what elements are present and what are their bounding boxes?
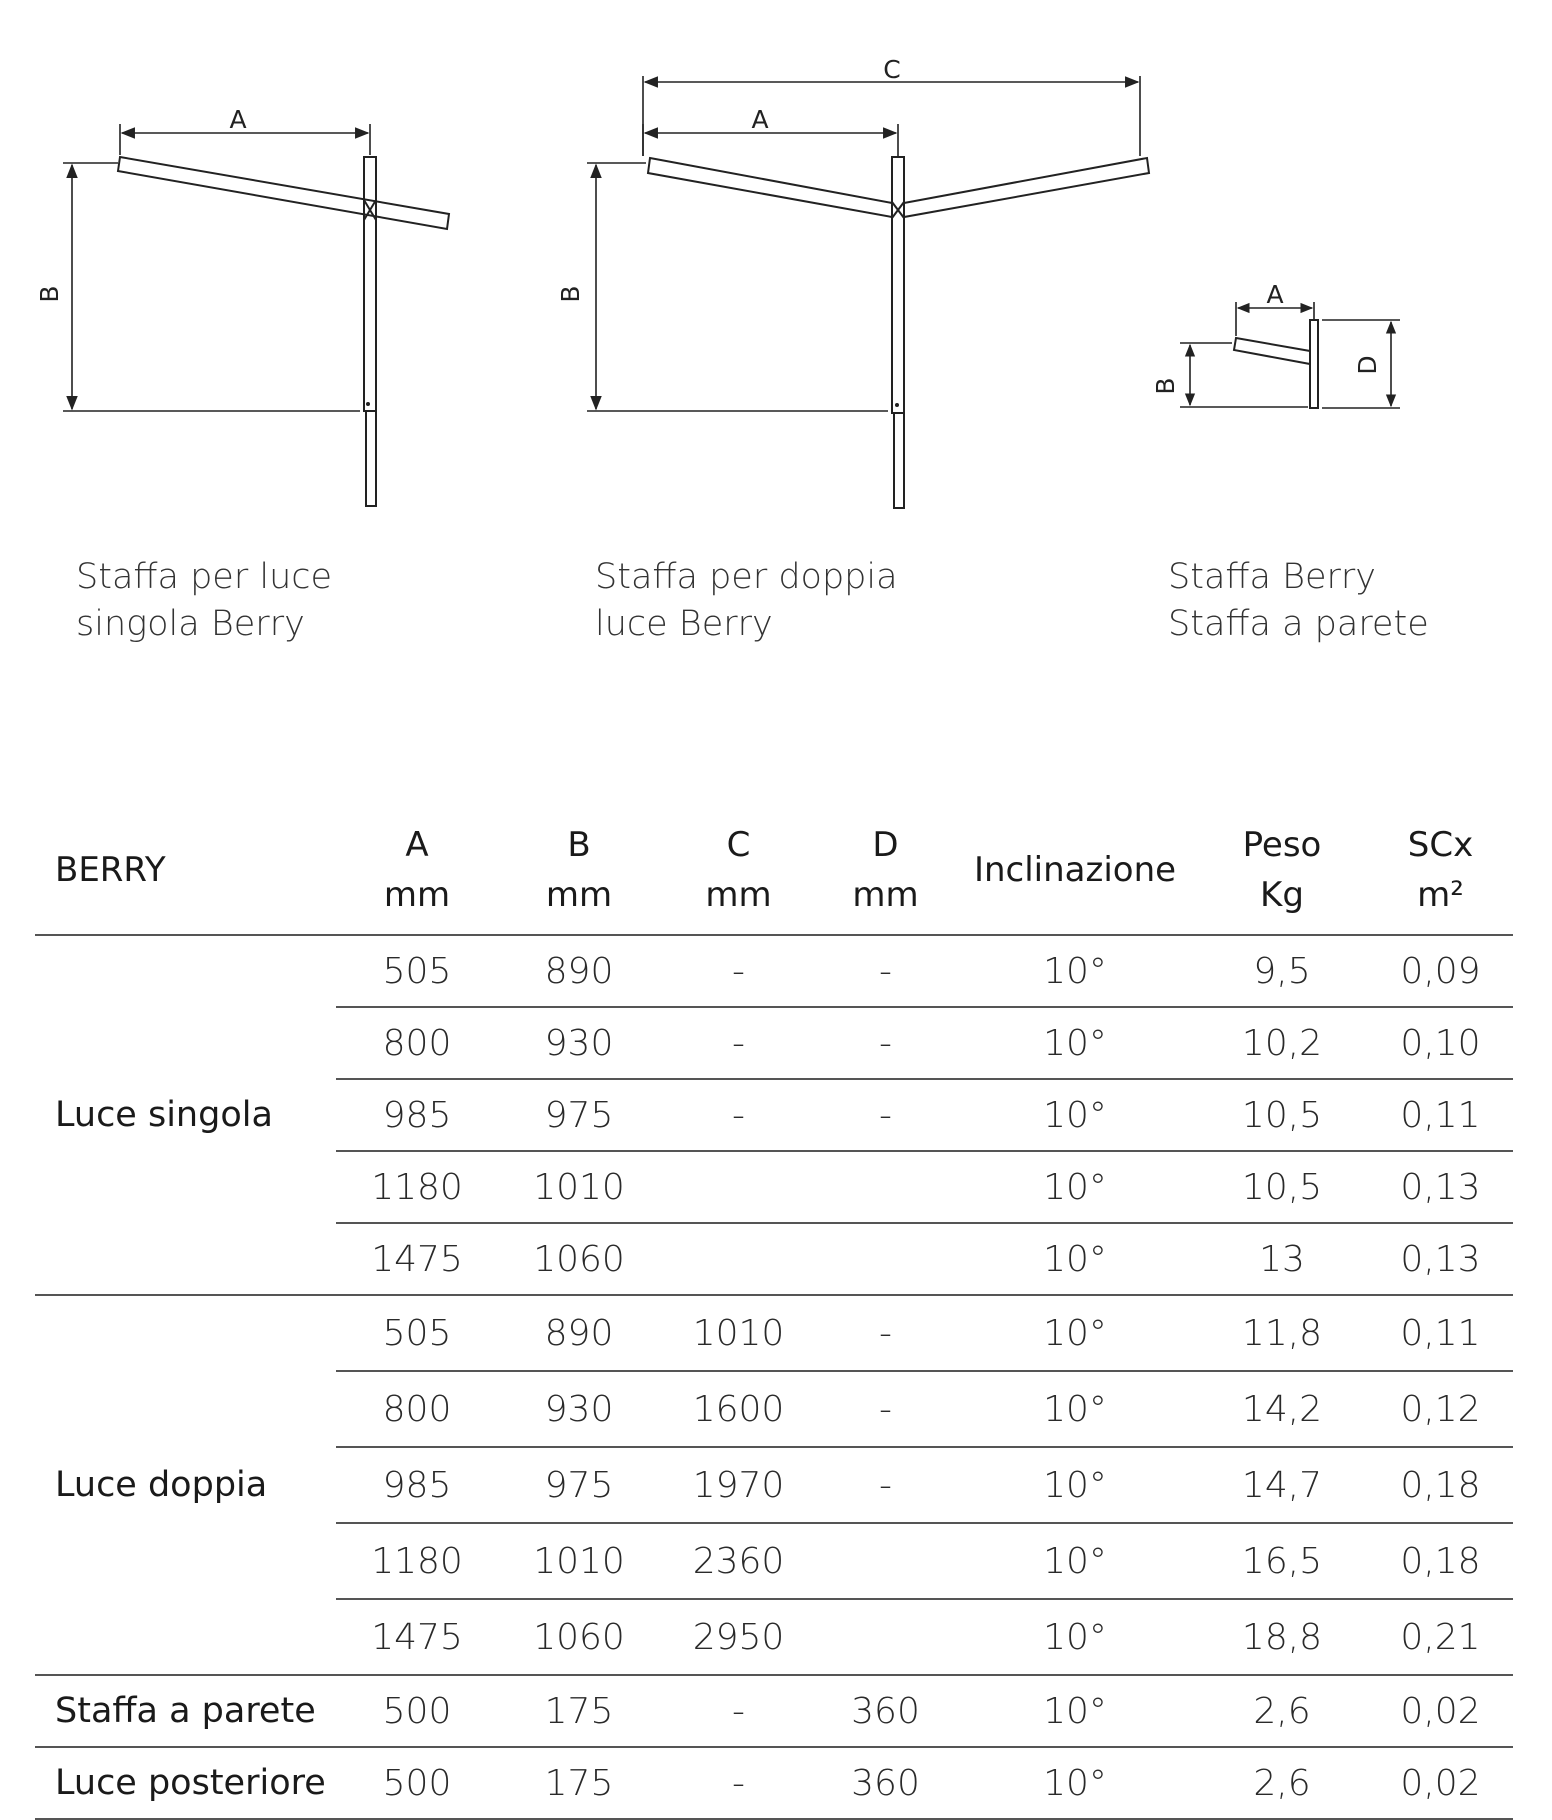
table-cell: 505 — [336, 935, 498, 1007]
table-cell: 10° — [954, 1599, 1196, 1675]
table-cell: - — [660, 1675, 817, 1747]
table-cell: 0,12 — [1368, 1371, 1513, 1447]
table-header-row — [35, 805, 1513, 935]
spec-table-body — [35, 935, 1513, 1819]
table-cell: 9,5 — [1196, 935, 1368, 1007]
table-cell: 1010 — [498, 1151, 660, 1223]
table-cell: 500 — [336, 1675, 498, 1747]
table-cell: 890 — [498, 935, 660, 1007]
header-col-c: C mm — [705, 824, 772, 915]
table-cell: - — [660, 935, 817, 1007]
table-cell: 930 — [498, 1007, 660, 1079]
table-cell — [817, 1599, 954, 1675]
dim-label-b: B — [1151, 377, 1180, 395]
group-label: Luce doppia — [35, 1295, 336, 1675]
wall-bracket-drawing — [1140, 240, 1430, 440]
table-cell: 1010 — [498, 1523, 660, 1599]
table-cell: 10,5 — [1196, 1079, 1368, 1151]
table-cell: 0,11 — [1368, 1079, 1513, 1151]
dim-label-b: B — [35, 285, 64, 303]
caption-line: Staffa per luce — [76, 557, 333, 597]
dim-label-d: D — [1353, 355, 1382, 375]
table-cell: 1970 — [660, 1447, 817, 1523]
table-row — [35, 935, 1513, 1007]
table-cell: - — [660, 1747, 817, 1819]
table-cell: 0,18 — [1368, 1447, 1513, 1523]
table-cell: 2,6 — [1196, 1747, 1368, 1819]
table-cell: 10° — [954, 1223, 1196, 1295]
table-cell — [817, 1223, 954, 1295]
bracket-arm-left — [648, 158, 892, 217]
caption-wall-bracket — [1168, 554, 1429, 648]
table-cell: 1180 — [336, 1151, 498, 1223]
table-cell: 890 — [498, 1295, 660, 1371]
caption-single-bracket — [76, 554, 332, 648]
figure-wall-bracket — [1140, 240, 1430, 440]
table-cell: 360 — [817, 1747, 954, 1819]
table-cell: - — [817, 1079, 954, 1151]
table-cell: 1475 — [336, 1223, 498, 1295]
table-cell: 0,21 — [1368, 1599, 1513, 1675]
caption-line: Staffa Berry — [1168, 557, 1377, 597]
table-cell: 0,13 — [1368, 1223, 1513, 1295]
bracket-arm — [118, 157, 449, 229]
table-cell: 11,8 — [1196, 1295, 1368, 1371]
pole-lower — [894, 413, 904, 508]
table-cell: 985 — [336, 1447, 498, 1523]
header-col-peso: Peso Kg — [1242, 824, 1322, 915]
table-cell: 505 — [336, 1295, 498, 1371]
table-cell: 2,6 — [1196, 1675, 1368, 1747]
table-cell: 0,09 — [1368, 935, 1513, 1007]
table-cell: 930 — [498, 1371, 660, 1447]
table-cell: 1475 — [336, 1599, 498, 1675]
dim-label-a: A — [751, 105, 769, 134]
table-cell: 2360 — [660, 1523, 817, 1599]
table-cell: 1060 — [498, 1599, 660, 1675]
caption-line: luce Berry — [595, 604, 773, 644]
header-col-inclinazione: Inclinazione — [973, 849, 1177, 890]
bracket-arm — [1234, 338, 1310, 364]
header-col-d: D mm — [852, 824, 919, 915]
table-cell: 1180 — [336, 1523, 498, 1599]
table-cell: 10° — [954, 1747, 1196, 1819]
table-cell: 18,8 — [1196, 1599, 1368, 1675]
table-cell: 10° — [954, 1007, 1196, 1079]
table-cell: 10° — [954, 1295, 1196, 1371]
table-cell: 10° — [954, 1523, 1196, 1599]
figure-single-bracket — [0, 0, 500, 520]
spec-table — [35, 805, 1513, 1820]
table-cell: 10° — [954, 1371, 1196, 1447]
wall-plate — [1310, 320, 1318, 408]
double-bracket-drawing — [540, 0, 1180, 520]
table-cell — [817, 1151, 954, 1223]
table-cell: 10,5 — [1196, 1151, 1368, 1223]
table-cell: 175 — [498, 1675, 660, 1747]
table-cell: 0,02 — [1368, 1747, 1513, 1819]
table-cell: - — [660, 1007, 817, 1079]
table-cell: 16,5 — [1196, 1523, 1368, 1599]
table-cell: - — [817, 1447, 954, 1523]
table-cell: - — [817, 1295, 954, 1371]
table-cell: 10° — [954, 1079, 1196, 1151]
group-label: Luce posteriore — [35, 1747, 336, 1819]
table-cell: 360 — [817, 1675, 954, 1747]
table-cell: 0,18 — [1368, 1523, 1513, 1599]
table-row — [35, 1295, 1513, 1371]
table-cell: 14,2 — [1196, 1371, 1368, 1447]
table-cell: - — [817, 1007, 954, 1079]
header-col-scx: SCx m² — [1407, 824, 1474, 915]
table-cell: 13 — [1196, 1223, 1368, 1295]
header-col-b: B mm — [545, 824, 613, 915]
table-cell: 500 — [336, 1747, 498, 1819]
table-cell — [660, 1151, 817, 1223]
table-cell: 0,10 — [1368, 1007, 1513, 1079]
header-col-a: A mm — [383, 824, 451, 915]
table-cell — [817, 1523, 954, 1599]
table-cell: 10° — [954, 1447, 1196, 1523]
table-cell: 975 — [498, 1447, 660, 1523]
table-cell: - — [660, 1079, 817, 1151]
header-model: BERRY — [55, 849, 166, 890]
caption-line: Staffa a parete — [1168, 604, 1429, 644]
table-cell — [660, 1223, 817, 1295]
table-cell: - — [817, 935, 954, 1007]
dim-label-a: A — [1266, 280, 1284, 309]
table-cell: 10° — [954, 1675, 1196, 1747]
table-cell: 10° — [954, 1151, 1196, 1223]
table-cell: 1010 — [660, 1295, 817, 1371]
pole-upper — [364, 157, 376, 411]
table-cell: 1060 — [498, 1223, 660, 1295]
figure-double-bracket — [540, 0, 1180, 520]
table-cell: 175 — [498, 1747, 660, 1819]
bracket-arm-right — [904, 158, 1149, 217]
table-cell: 10,2 — [1196, 1007, 1368, 1079]
table-cell: 800 — [336, 1371, 498, 1447]
table-cell: 985 — [336, 1079, 498, 1151]
table-row — [35, 1675, 1513, 1747]
table-row — [35, 1747, 1513, 1819]
dim-label-a: A — [229, 105, 247, 134]
table-cell: 975 — [498, 1079, 660, 1151]
single-bracket-drawing — [0, 0, 500, 520]
caption-double-bracket — [595, 554, 898, 648]
pole-upper — [892, 157, 904, 413]
caption-line: singola Berry — [76, 604, 305, 644]
group-label: Staffa a parete — [35, 1675, 336, 1747]
table-cell: 0,02 — [1368, 1675, 1513, 1747]
table-cell: 10° — [954, 935, 1196, 1007]
table-cell: 800 — [336, 1007, 498, 1079]
table-cell: 2950 — [660, 1599, 817, 1675]
dim-label-b: B — [556, 285, 585, 303]
table-cell: 0,13 — [1368, 1151, 1513, 1223]
table-cell: 14,7 — [1196, 1447, 1368, 1523]
caption-line: Staffa per doppia — [595, 557, 898, 597]
pole-lower — [366, 411, 376, 506]
table-cell: 0,11 — [1368, 1295, 1513, 1371]
table-cell: - — [817, 1371, 954, 1447]
table-cell: 1600 — [660, 1371, 817, 1447]
dim-label-c: C — [883, 55, 901, 84]
group-label: Luce singola — [35, 935, 336, 1295]
